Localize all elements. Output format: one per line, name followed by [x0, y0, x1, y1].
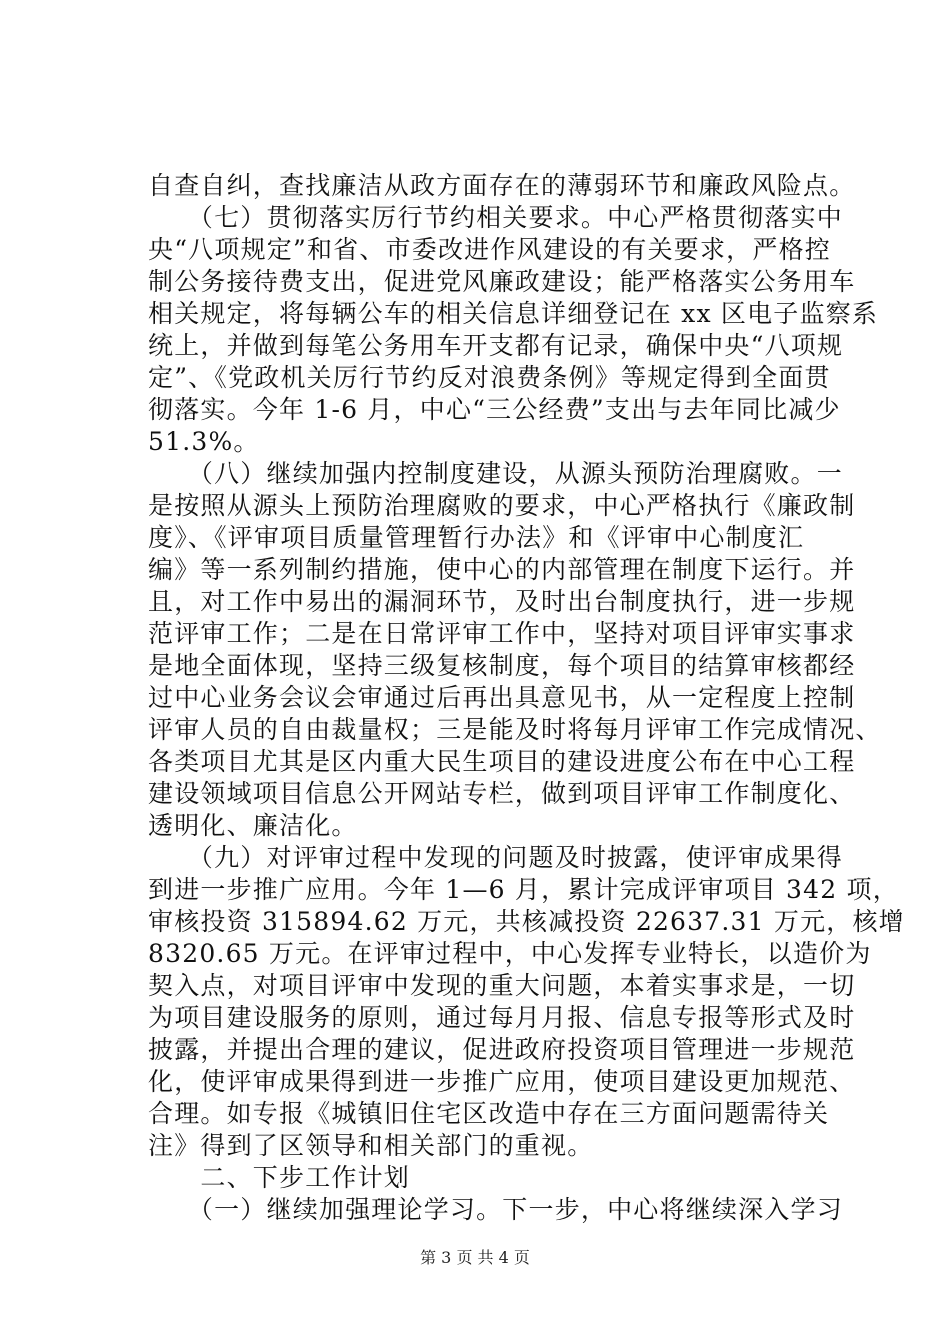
text-line: 过中心业务会议会审通过后再出具意见书，从一定程度上控制 — [148, 683, 856, 712]
text-line: 彻落实。今年 1-6 月，中心“三公经费”支出与去年同比减少 — [148, 395, 841, 424]
text-line: 度》、《评审项目质量管理暂行办法》和《评审中心制度汇 — [148, 523, 805, 552]
text-line: （一）继续加强理论学习。下一步，中心将继续深入学习 — [148, 1195, 843, 1224]
text-line: 且，对工作中易出的漏洞环节，及时出台制度执行，进一步规 — [148, 587, 856, 616]
text-line: （七）贯彻落实厉行节约相关要求。中心严格贯彻落实中 — [148, 203, 843, 232]
text-line: 透明化、廉洁化。 — [148, 811, 358, 840]
text-line: 是地全面体现，坚持三级复核制度，每个项目的结算审核都经 — [148, 651, 856, 680]
text-line: 审核投资 315894.62 万元，共核减投资 22637.31 万元，核增 — [148, 907, 905, 936]
text-line: 建设领域项目信息公开网站专栏，做到项目评审工作制度化、 — [148, 779, 856, 808]
text-line: 自查自纠，查找廉洁从政方面存在的薄弱环节和廉政风险点。 — [148, 171, 856, 200]
text-line: 8320.65 万元。在评审过程中，中心发挥专业特长，以造价为 — [148, 939, 872, 968]
text-line: 披露，并提出合理的建议，促进政府投资项目管理进一步规范 — [148, 1035, 856, 1064]
text-line: 合理。如专报《城镇旧住宅区改造中存在三方面问题需待关 — [148, 1099, 830, 1128]
text-line: 相关规定，将每辆公车的相关信息详细登记在 xx 区电子监察系 — [148, 299, 879, 328]
text-line: 编》等一系列制约措施，使中心的内部管理在制度下运行。并 — [148, 555, 856, 584]
text-line: 契入点，对项目评审中发现的重大问题，本着实事求是，一切 — [148, 971, 856, 1000]
text-line: 二、下步工作计划 — [148, 1163, 411, 1192]
text-line: 为项目建设服务的原则，通过每月月报、信息专报等形式及时 — [148, 1003, 856, 1032]
text-line: 评审人员的自由裁量权；三是能及时将每月评审工作完成情况、 — [148, 715, 882, 744]
text-line: （八）继续加强内控制度建设，从源头预防治理腐败。一 — [148, 459, 843, 488]
page-footer: 第 3 页 共 4 页 — [420, 1248, 530, 1267]
text-line: 各类项目尤其是区内重大民生项目的建设进度公布在中心工程 — [148, 747, 856, 776]
text-line: 注》得到了区领导和相关部门的重视。 — [148, 1131, 594, 1160]
text-line: 范评审工作；二是在日常评审工作中，坚持对项目评审实事求 — [148, 619, 856, 648]
text-line: 央“八项规定”和省、市委改进作风建设的有关要求，严格控 — [148, 235, 831, 264]
body-text — [148, 170, 905, 1226]
text-line: 制公务接待费支出，促进党风廉政建设；能严格落实公务用车 — [148, 267, 856, 296]
text-line: 统上，并做到每笔公务用车开支都有记录，确保中央“八项规 — [148, 331, 844, 360]
text-line: 定”、《党政机关厉行节约反对浪费条例》等规定得到全面贯 — [148, 363, 831, 392]
text-line: 是按照从源头上预防治理腐败的要求，中心严格执行《廉政制 — [148, 491, 856, 520]
text-line: 51.3%。 — [148, 427, 260, 456]
text-line: （九）对评审过程中发现的问题及时披露，使评审成果得 — [148, 843, 843, 872]
text-line: 化，使评审成果得到进一步推广应用，使项目建设更加规范、 — [148, 1067, 856, 1096]
text-line: 到进一步推广应用。今年 1—6 月，累计完成评审项目 342 项， — [148, 875, 899, 904]
